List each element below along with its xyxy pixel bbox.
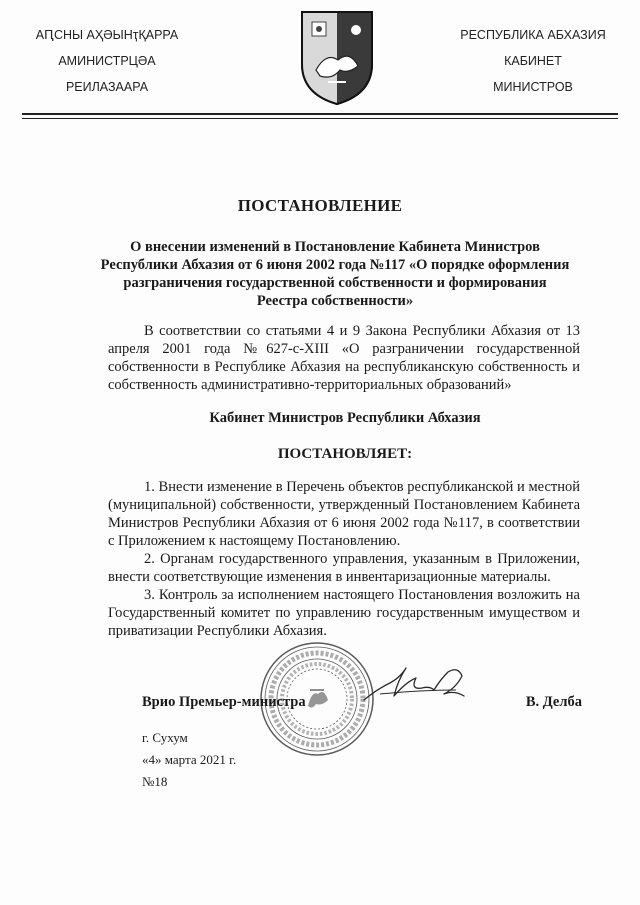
issue-date: «4» марта 2021 г. bbox=[142, 752, 237, 767]
document-number: №18 bbox=[142, 774, 168, 789]
document-title: ПОСТАНОВЛЕНИЕ bbox=[237, 196, 403, 215]
decree-item-1: 1. Внести изменение в Перечень объектов республиканской и местной (муниципальной) собственности, утвержденный Постановлением Кабинета Министров Республики Абхазия от 6 июня 2002 года №117, в соответствии с Приложением к настоящему Постановлению. bbox=[108, 479, 580, 549]
header-left-block bbox=[12, 22, 202, 100]
header-divider-thin bbox=[22, 118, 618, 119]
decree-items bbox=[108, 478, 580, 640]
issuing-body: Кабинет Министров Республики Абхазия bbox=[209, 410, 481, 426]
issue-place: г. Сухум bbox=[142, 730, 188, 745]
document-preamble: В соответствии со статьями 4 и 9 Закона Республики Абхазия от 13 апреля 2001 года №627-с-XIII «О разграничении государственной собственности в Республике Абхазия на республиканскую собственность и собственность административно-территориальных образований» bbox=[108, 323, 580, 393]
header-left-line-3: РЕИЛАЗААРА bbox=[65, 80, 149, 94]
header-divider-thick bbox=[22, 113, 618, 115]
signer-name: В. Делба bbox=[525, 694, 582, 710]
header-right-block bbox=[438, 22, 628, 100]
decree-heading: ПОСТАНОВЛЯЕТ: bbox=[277, 446, 413, 462]
document-subject: О внесении изменений в Постановление Кабинета Министров Республики Абхазия от 6 июня 2002 года №117 «О порядке оформления разграничения государственной собственности и формирования Реестра собственности» bbox=[100, 239, 570, 309]
header-right-line-3: МИНИСТРОВ bbox=[493, 80, 573, 94]
header-left-line-2: АМИНИСТРЦӘА bbox=[58, 54, 156, 68]
header-left-line-1: АԤСНЫ АҲӘЫНҭҚАРРА bbox=[35, 28, 179, 42]
decree-item-2: 2. Органам государственного управления, указанным в Приложении, внести соответствующие изменения в инвентаризационные материалы. bbox=[108, 551, 580, 585]
header-right-line-1: РЕСПУБЛИКА АБХАЗИЯ bbox=[460, 28, 606, 42]
header-right-line-2: КАБИНЕТ bbox=[504, 54, 562, 68]
signer-position: Врио Премьер-министра bbox=[142, 694, 306, 710]
decree-item-3: 3. Контроль за исполнением настоящего Постановления возложить на Государственный комитет по управлению государственным имуществом и приватизации Республики Абхазия. bbox=[108, 587, 580, 639]
coat-of-arms-emblem-icon bbox=[298, 8, 376, 108]
handwritten-signature-icon bbox=[360, 660, 470, 710]
